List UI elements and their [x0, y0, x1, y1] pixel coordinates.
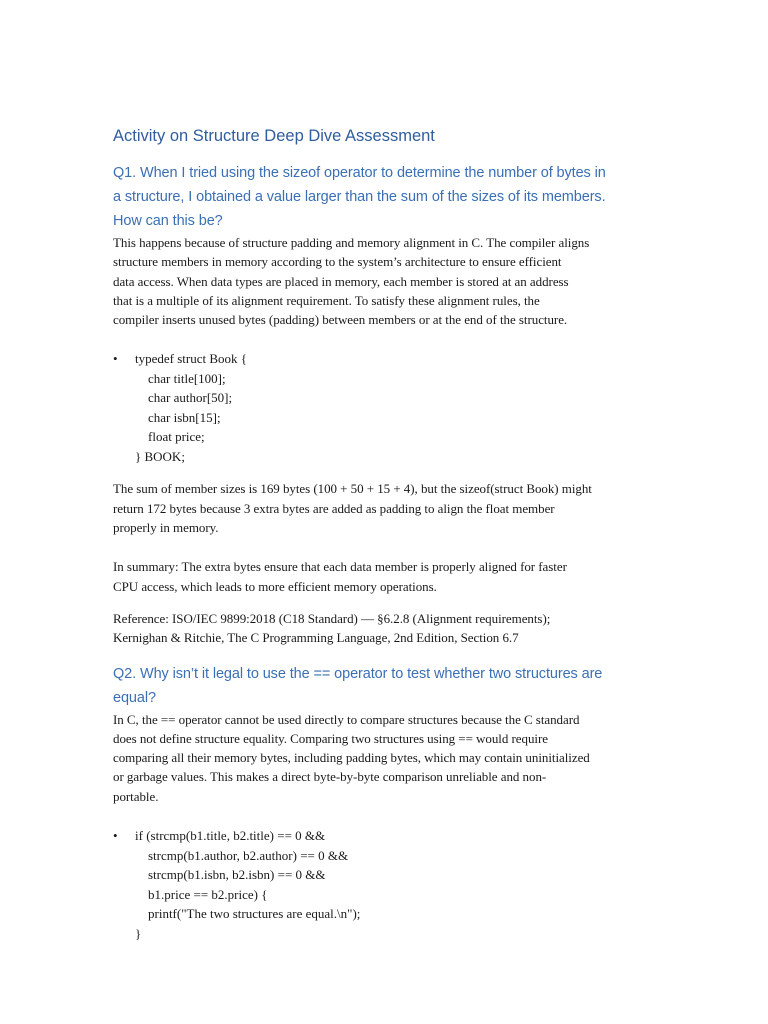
- code-line: }: [135, 925, 142, 941]
- question-1-reference: [113, 609, 658, 648]
- bullet-icon: •: [113, 351, 118, 367]
- code-line: strcmp(b1.author, b2.author) == 0 &&: [135, 847, 349, 863]
- text-line: does not define structure equality. Comparing two structures using == would require: [113, 730, 548, 746]
- heading-line: equal?: [113, 689, 156, 706]
- text-line: data access. When data types are placed in memory, each member is stored at an address: [113, 273, 569, 289]
- text-line: that is a multiple of its alignment requirement. To satisfy these alignment rules, the: [113, 292, 540, 308]
- code-line: typedef struct Book {: [135, 351, 248, 367]
- text-line: In summary: The extra bytes ensure that each data member is properly aligned for faster: [113, 559, 567, 575]
- text-line: properly in memory.: [113, 520, 219, 536]
- text-line: compiler inserts unused bytes (padding) between members or at the end of the structure.: [113, 312, 568, 328]
- code-line: if (strcmp(b1.title, b2.title) == 0 &&: [135, 828, 326, 844]
- code-line: char author[50];: [135, 390, 233, 406]
- question-2-answer: [113, 710, 658, 806]
- question-2-heading: [113, 662, 658, 710]
- question-1-summary: [113, 557, 658, 596]
- text-line: Reference: ISO/IEC 9899:2018 (C18 Standard) — §6.2.8 (Alignment requirements);: [113, 610, 551, 626]
- code-line: printf("The two structures are equal.\n");: [135, 906, 361, 922]
- text-line: structure members in memory according to the system’s architecture to ensure efficient: [113, 254, 562, 270]
- text-line: comparing all their memory bytes, including padding bytes, which may contain uninitialized: [113, 750, 590, 766]
- bullet-icon: •: [113, 828, 118, 844]
- question-1-answer: [113, 233, 658, 329]
- heading-line: a structure, I obtained a value larger than the sum of the sizes of its members.: [113, 189, 606, 205]
- heading-line: Q2. Why isn’t it legal to use the == operator to test whether two structures are: [113, 665, 603, 682]
- text-line: This happens because of structure padding and memory alignment in C. The compiler aligns: [113, 235, 590, 250]
- text-line: The sum of member sizes is 169 bytes (100 + 50 + 15 + 4), but the sizeof(struct Book) might: [113, 481, 592, 497]
- text-line: In C, the == operator cannot be used directly to compare structures because the C standard: [113, 711, 580, 727]
- code-line: char title[100];: [135, 370, 226, 386]
- struct-code-bullet: [113, 349, 658, 466]
- text-line: Kernighan & Ritchie, The C Programming Language, 2nd Edition, Section 6.7: [113, 630, 519, 646]
- document-title: Activity on Structure Deep Dive Assessment: [113, 127, 435, 145]
- compare-code-bullet: [113, 826, 658, 943]
- code-line: b1.price == b2.price) {: [135, 886, 268, 902]
- code-line: char isbn[15];: [135, 409, 221, 425]
- heading-line: Q1. When I tried using the sizeof operator to determine the number of bytes in: [113, 165, 606, 181]
- question-1-heading: [113, 161, 658, 233]
- text-line: CPU access, which leads to more efficient memory operations.: [113, 578, 437, 594]
- text-line: portable.: [113, 788, 159, 804]
- text-line: or garbage values. This makes a direct byte-by-byte comparison unreliable and non-: [113, 769, 547, 785]
- text-line: return 172 bytes because 3 extra bytes are added as padding to align the float member: [113, 500, 555, 516]
- question-1-explanation: [113, 479, 658, 537]
- document-content: [113, 124, 658, 943]
- code-line: } BOOK;: [135, 448, 185, 464]
- code-line: float price;: [135, 429, 205, 445]
- code-line: strcmp(b1.isbn, b2.isbn) == 0 &&: [135, 867, 326, 883]
- heading-line: How can this be?: [113, 213, 223, 229]
